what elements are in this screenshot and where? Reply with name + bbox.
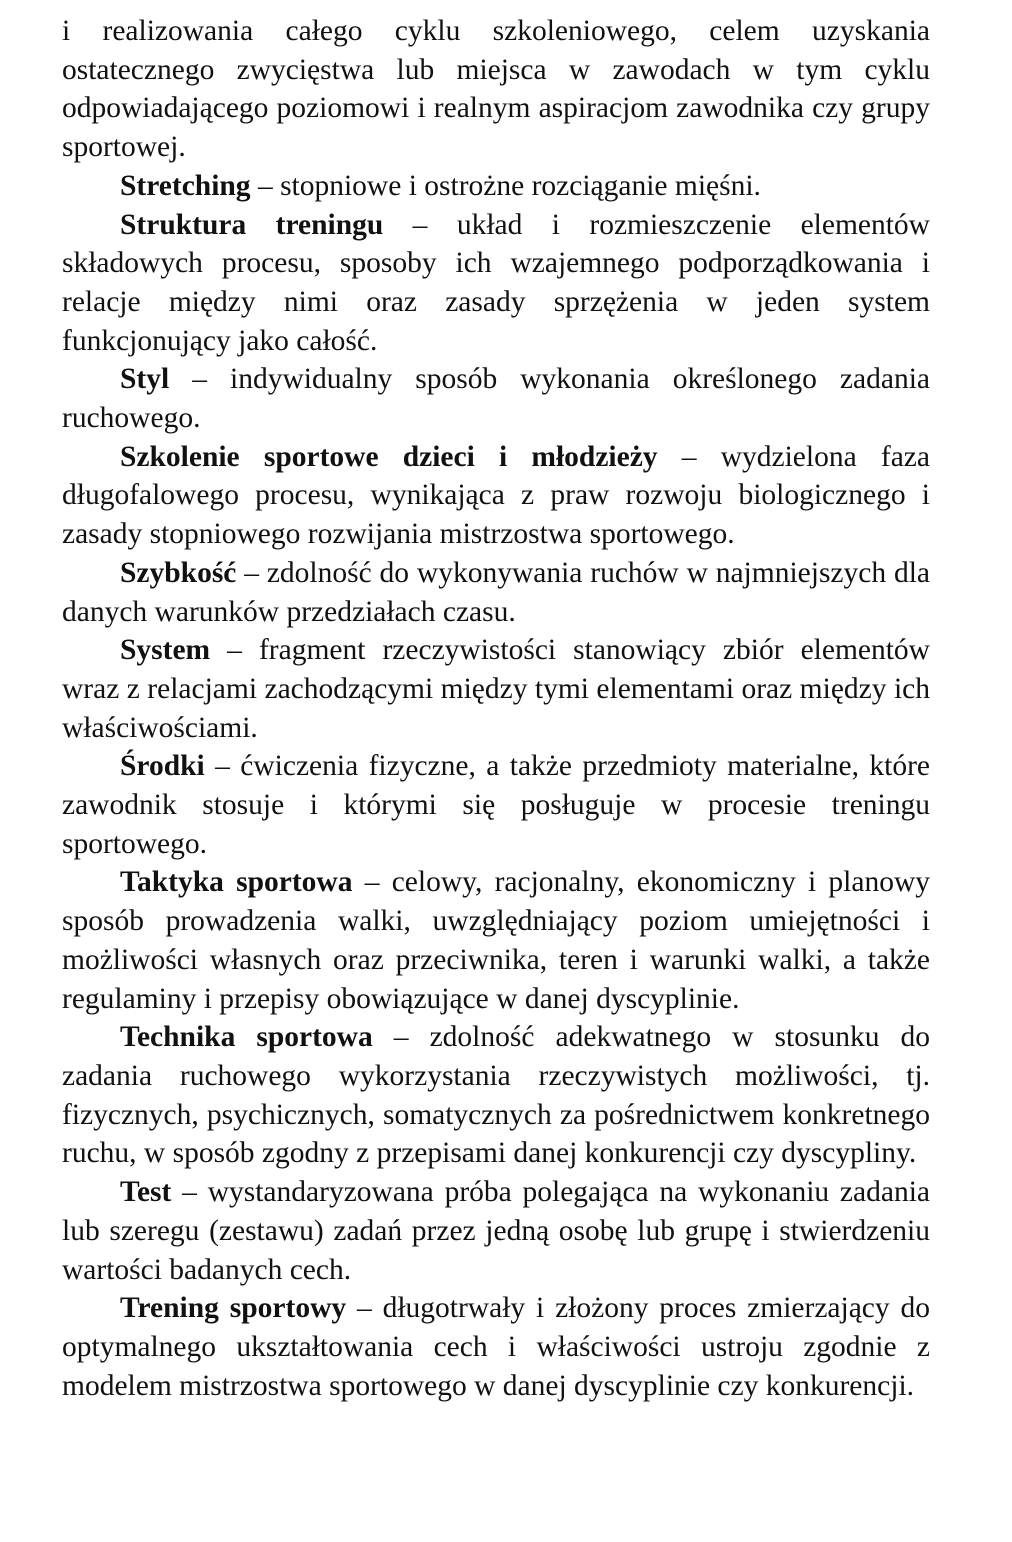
entry-term: Struktura treningu [120, 208, 384, 241]
entry-definition: – zdolność adekwatnego w stosunku do zadania ruchowego wykorzystania rzeczywistych możliwości, tj. fizycznych, psychicznych, somatycznych za pośrednictwem konkretnego ruchu, w sposób zgodny z przepisami danej konkurencji czy dyscypliny. [62, 1021, 930, 1170]
entry-term: Technika sportowa [120, 1021, 373, 1054]
entry-definition: – zdolność do wykonywania ruchów w najmniejszych dla danych warunków przedziałach czasu. [62, 556, 930, 628]
glossary-page [62, 12, 930, 1405]
entry-definition: – wystandaryzowana próba polegająca na wykonaniu zadania lub szeregu (zestawu) zadań przez jedną osobę lub grupę i stwierdzeniu wartości badanych cech. [62, 1176, 930, 1286]
entry-szkolenie-sportowe [62, 438, 930, 554]
entry-term: Szybkość [120, 556, 237, 589]
entry-szybkosc [62, 554, 930, 631]
entry-term: Styl [120, 363, 170, 396]
entry-term: System [120, 634, 211, 667]
entry-term: Test [120, 1176, 172, 1209]
entry-term: Środki [120, 750, 205, 783]
entry-test [62, 1173, 930, 1289]
entry-technika-sportowa [62, 1018, 930, 1173]
entry-definition: – stopniowe i ostrożne rozciąganie mięśni. [250, 169, 761, 202]
entry-term: Taktyka sportowa [120, 866, 353, 899]
entry-struktura-treningu [62, 206, 930, 361]
entry-styl [62, 360, 930, 437]
intro-paragraph: i realizowania całego cyklu szkoleniowego, celem uzyskania ostatecznego zwycięstwa lub miejsca w zawodach w tym cyklu odpowiadającego poziomowi i realnym aspiracjom zawodnika czy grupy sportowej. [62, 15, 930, 164]
entry-term: Trening sportowy [120, 1292, 347, 1325]
entry-definition: – układ i rozmieszczenie elementów składowych procesu, sposoby ich wzajemnego podporządkowania i relacje między nimi oraz zasady sprzężenia w jeden system funkcjonujący jako całość. [62, 208, 930, 357]
entry-trening-sportowy [62, 1289, 930, 1405]
entry-term: Stretching [120, 169, 251, 202]
entry-srodki [62, 747, 930, 863]
entry-definition: – długotrwały i złożony proces zmierzający do optymalnego ukształtowania cech i właściwości ustroju zgodnie z modelem mistrzostwa sportowego w danej dyscyplinie czy konkurencji. [62, 1292, 930, 1402]
entry-term: Szkolenie sportowe dzieci i młodzieży [120, 440, 658, 473]
entry-definition: – fragment rzeczywistości stanowiący zbiór elementów wraz z relacjami zachodzącymi między tymi elementami oraz między ich właściwościami. [62, 634, 930, 744]
entry-definition: – wydzielona faza długofalowego procesu, wynikająca z praw rozwoju biologicznego i zasady stopniowego rozwijania mistrzostwa sportowego. [62, 440, 930, 551]
entry-definition: – ćwiczenia fizyczne, a także przedmioty materialne, które zawodnik stosuje i którymi się posługuje w procesie treningu sportowego. [62, 750, 930, 860]
entry-stretching [62, 167, 930, 206]
entry-system [62, 631, 930, 747]
entry-definition: – indywidualny sposób wykonania określonego zadania ruchowego. [62, 363, 930, 435]
entry-definition: – celowy, racjonalny, ekonomiczny i planowy sposób prowadzenia walki, uwzględniający poziom umiejętności i możliwości własnych oraz przeciwnika, teren i warunki walki, a także regulaminy i przepisy obowiązujące w danej dyscyplinie. [62, 866, 930, 1015]
entry-taktyka-sportowa [62, 863, 930, 1018]
